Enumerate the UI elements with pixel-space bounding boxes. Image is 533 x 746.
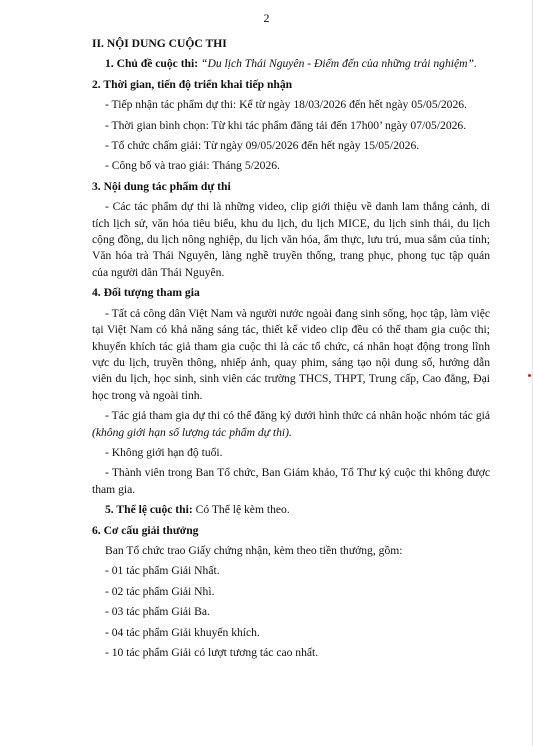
document-content: [92, 36, 490, 665]
section-title: II. NỘI DUNG CUỘC THI: [92, 37, 227, 50]
item3-text: - Các tác phẩm dự thi là những video, clip giới thiệu về danh lam thắng cảnh, di tích lịch sử, văn hóa tiêu biểu, khu du lịch, du lịch MICE, du lịch sinh thái, du lịch cộng đồng, du lịch nông nghiệp, du lịch văn hóa, ẩm thực, lưu trú, mua sắm của tỉnh; Văn hóa trà Thái Nguyên, làng nghề truyền thống, trang phục, phong tục tập quán của người dân Thái Nguyên.: [92, 200, 490, 279]
item6-heading: 6. Cơ cấu giải thưởng: [92, 523, 199, 537]
item2-line-1: - Tiếp nhận tác phẩm dự thi: Kể từ ngày 18/03/2026 đến hết ngày 05/05/2026.: [105, 98, 467, 112]
item1-paragraph: [92, 56, 490, 72]
prize-line-1: - 01 tác phẩm Giải Nhất.: [105, 564, 220, 578]
item5-paragraph: [92, 502, 490, 518]
item5-text: Có Thể lệ kèm theo.: [192, 503, 290, 517]
item4-heading: 4. Đối tượng tham gia: [92, 286, 200, 300]
item3-heading: 3. Nội dung tác phẩm dự thi: [92, 179, 231, 193]
red-dot-mark: [528, 374, 531, 377]
item4-text-2: [92, 408, 490, 441]
item2-line-2: - Thời gian bình chọn: Từ khi tác phẩm đăng tải đến 17h00’ ngày 07/05/2026.: [105, 118, 467, 132]
page-number: 2: [263, 11, 270, 25]
item4-text-1: - Tất cả công dân Việt Nam và người nước ngoài đang sinh sống, học tập, làm việc tại Việt Nam có khả năng sáng tác, thiết kế video clip đều có thể tham gia cuộc thi; khuyến khích tác giả tham gia cuộc thi là các tổ chức, cá nhân hoạt động trong lĩnh vực du lịch, truyền thông, nhiếp ảnh, quay phim, sáng tạo nội dung số, hướng dẫn viên du lịch, học sinh, sinh viên các trường THCS, THPT, Trung cấp, Cao đẳng, Đại học trong và ngoài tỉnh.: [92, 306, 490, 402]
item4-text-2-main: - Tác giả tham gia dự thi có thể đăng ký dưới hình thức cá nhân hoặc nhóm tác giả: [105, 409, 490, 423]
item2-line-4: - Công bố và trao giải: Tháng 5/2026.: [105, 159, 280, 173]
item2-line-3: - Tổ chức chấm giải: Từ ngày 09/05/2026 đến hết ngày 15/05/2026.: [105, 139, 420, 153]
prize-line-4: - 04 tác phẩm Giải khuyến khích.: [105, 625, 260, 639]
item1-theme: “Du lịch Thái Nguyên - Điểm đến của những trải nghiệm”.: [201, 57, 477, 71]
item1-label: 1. Chủ đề cuộc thi:: [105, 57, 199, 71]
item5-label: 5. Thể lệ cuộc thi:: [105, 503, 193, 517]
prize-line-3: - 03 tác phẩm Giải Ba.: [105, 605, 210, 619]
prize-line-5: - 10 tác phẩm Giải có lượt tương tác cao nhất.: [105, 646, 319, 659]
prize-line-2: - 02 tác phẩm Giải Nhì.: [105, 584, 215, 598]
item4-text-2-italic: (không giới hạn số lượng tác phẩm dự thi).: [92, 425, 292, 439]
item4-text-3: - Không giới hạn độ tuổi.: [105, 445, 223, 459]
item6-intro: Ban Tổ chức trao Giấy chứng nhận, kèm theo tiền thưởng, gồm:: [105, 543, 403, 557]
item4-text-4: - Thành viên trong Ban Tổ chức, Ban Giám khảo, Tổ Thư ký cuộc thi không được tham gia.: [92, 466, 490, 496]
item2-heading: 2. Thời gian, tiến độ triển khai tiếp nhận: [92, 77, 293, 91]
